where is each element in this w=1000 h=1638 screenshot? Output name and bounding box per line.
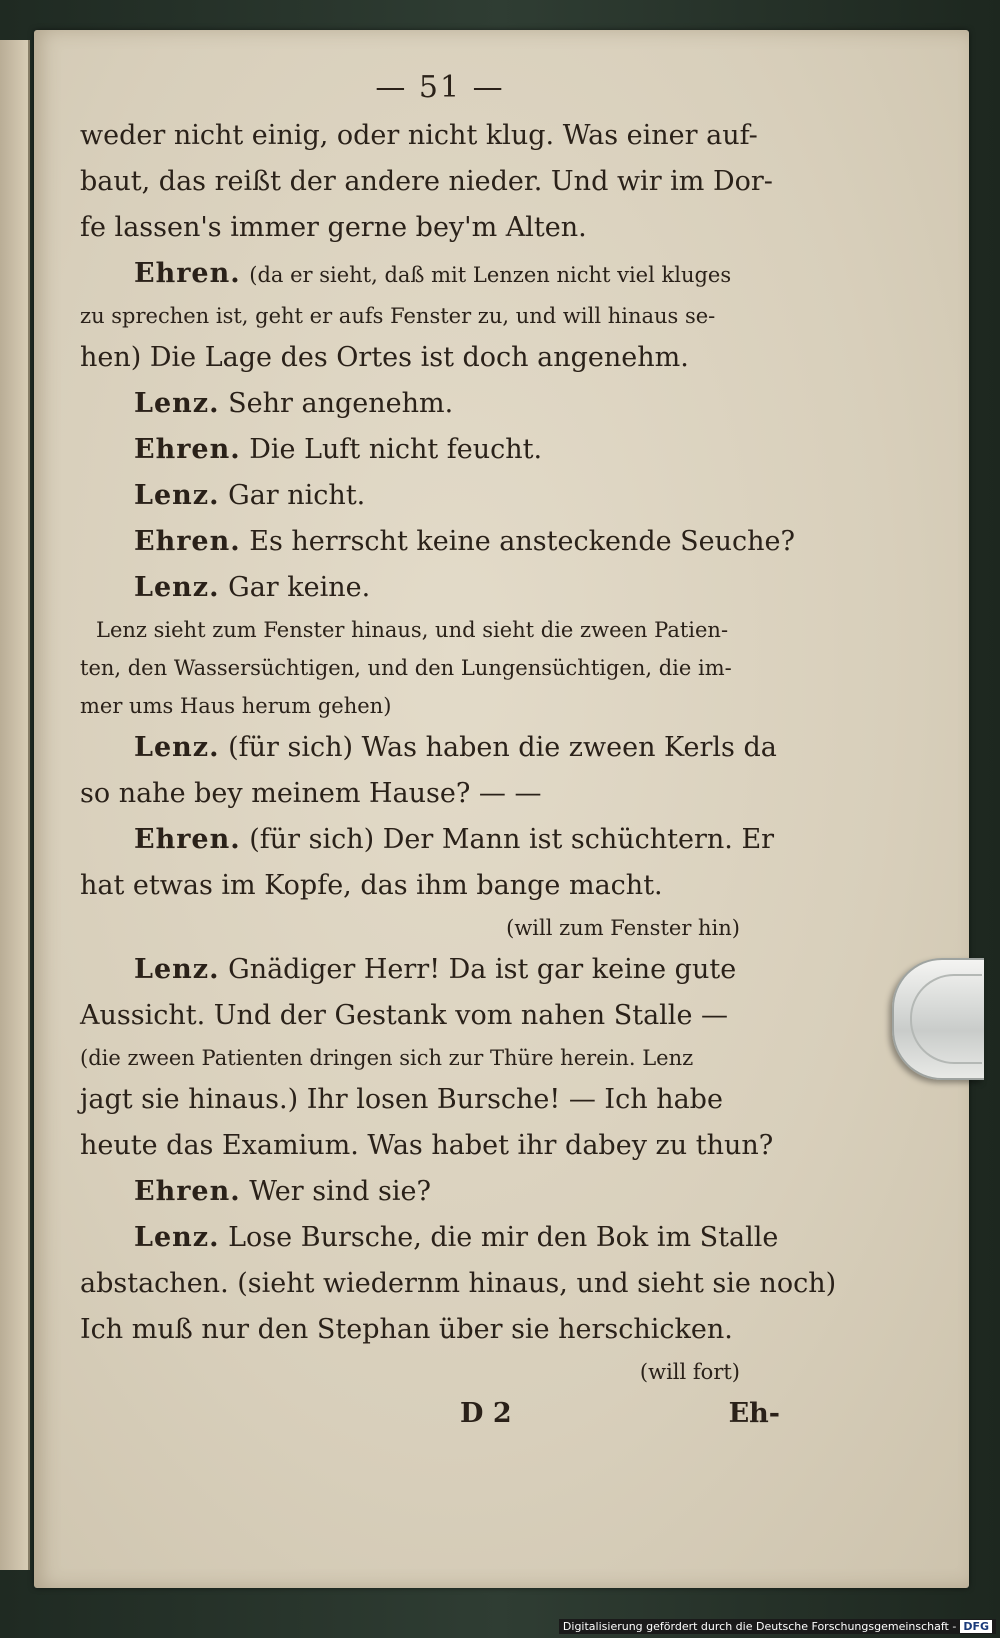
speaker-name: Lenz. <box>134 732 220 763</box>
text-line <box>80 519 800 565</box>
line-text: so nahe bey meinem Hause? — — <box>80 778 542 809</box>
catchword: Eh- <box>728 1398 780 1429</box>
line-text: (will fort) <box>639 1360 740 1384</box>
speaker-name: Ehren. <box>134 1176 241 1207</box>
text-line <box>80 297 800 335</box>
line-text: Lenz sieht zum Fenster hinaus, und sieht die zween Patien- <box>96 618 729 642</box>
text-line <box>80 1077 800 1123</box>
text-line <box>80 649 800 687</box>
text-line <box>80 251 800 297</box>
dfg-logo: DFG <box>960 1620 992 1633</box>
text-line <box>80 993 800 1039</box>
text-line <box>80 473 800 519</box>
page-text <box>80 70 837 1437</box>
text-line <box>80 687 800 725</box>
text-line <box>80 1039 800 1077</box>
page-clip <box>892 958 984 1080</box>
line-text: weder nicht einig, oder nicht klug. Was einer auf- <box>80 120 758 151</box>
line-text: mer ums Haus herum gehen) <box>80 694 392 718</box>
text-line <box>80 817 800 863</box>
text-line <box>80 1215 800 1261</box>
line-text: Ich muß nur den Stephan über sie herschicken. <box>80 1314 733 1345</box>
line-text: Sehr angenehm. <box>228 388 454 419</box>
text-line <box>80 725 800 771</box>
line-text: baut, das reißt der andere nieder. Und wir im Dor- <box>80 166 773 197</box>
speaker-name: Lenz. <box>134 480 220 511</box>
text-line <box>80 1123 800 1169</box>
speaker-name: Ehren. <box>134 824 241 855</box>
line-text: Die Luft nicht feucht. <box>249 434 543 465</box>
text-line <box>80 335 800 381</box>
speaker-name: Ehren. <box>134 526 241 557</box>
line-text: hat etwas im Kopfe, das ihm bange macht. <box>80 870 663 901</box>
speaker-name: Lenz. <box>134 572 220 603</box>
line-text: Aussicht. Und der Gestank vom nahen Stalle — <box>80 1000 728 1031</box>
signature-mark: D 2 <box>460 1398 512 1429</box>
page-number: — 51 — <box>375 70 505 105</box>
line-text: (die zween Patienten dringen sich zur Thüre herein. Lenz <box>80 1046 694 1070</box>
text-line <box>80 205 800 251</box>
text-body <box>80 113 837 1391</box>
text-line <box>80 1353 800 1391</box>
text-line <box>80 159 800 205</box>
text-line <box>80 427 800 473</box>
line-text: Gar keine. <box>228 572 371 603</box>
speaker-name: Ehren. <box>134 434 241 465</box>
line-text: (für sich) Was haben die zween Kerls da <box>228 732 777 763</box>
text-line <box>80 1307 800 1353</box>
line-text: Gar nicht. <box>228 480 366 511</box>
text-line <box>80 381 800 427</box>
speaker-name: Ehren. <box>134 258 241 289</box>
text-line <box>80 565 800 611</box>
line-text: abstachen. (sieht wiedernm hinaus, und sieht sie noch) <box>80 1268 837 1299</box>
line-text: Gnädiger Herr! Da ist gar keine gute <box>228 954 737 985</box>
credit-text: Digitalisierung gefördert durch die Deutsche Forschungsgemeinschaft - <box>562 1620 957 1633</box>
text-line <box>80 947 800 993</box>
text-line <box>80 863 800 909</box>
page-footer <box>80 1391 800 1437</box>
line-text: Es herrscht keine ansteckende Seuche? <box>249 526 795 557</box>
line-text: heute das Examium. Was habet ihr dabey zu thun? <box>80 1130 774 1161</box>
text-line <box>80 611 800 649</box>
text-line <box>80 909 800 947</box>
line-text: (da er sieht, daß mit Lenzen nicht viel kluges <box>249 263 732 287</box>
line-text: (für sich) Der Mann ist schüchtern. Er <box>249 824 775 855</box>
line-text: Lose Bursche, die mir den Bok im Stalle <box>228 1222 779 1253</box>
text-line <box>80 1261 837 1307</box>
credit-bar <box>559 1619 996 1634</box>
line-text: ten, den Wassersüchtigen, und den Lungensüchtigen, die im- <box>80 656 732 680</box>
line-text: hen) Die Lage des Ortes ist doch angenehm. <box>80 342 689 373</box>
line-text: Wer sind sie? <box>249 1176 431 1207</box>
text-line <box>80 1169 800 1215</box>
text-line <box>80 113 800 159</box>
speaker-name: Lenz. <box>134 388 220 419</box>
line-text: (will zum Fenster hin) <box>506 916 740 940</box>
line-text: jagt sie hinaus.) Ihr losen Bursche! — Ich habe <box>80 1084 723 1115</box>
text-line <box>80 771 800 817</box>
left-page-edge <box>0 40 30 1570</box>
line-text: zu sprechen ist, geht er aufs Fenster zu, und will hinaus se- <box>80 304 716 328</box>
line-text: fe lassen's immer gerne bey'm Alten. <box>80 212 587 243</box>
speaker-name: Lenz. <box>134 1222 220 1253</box>
speaker-name: Lenz. <box>134 954 220 985</box>
